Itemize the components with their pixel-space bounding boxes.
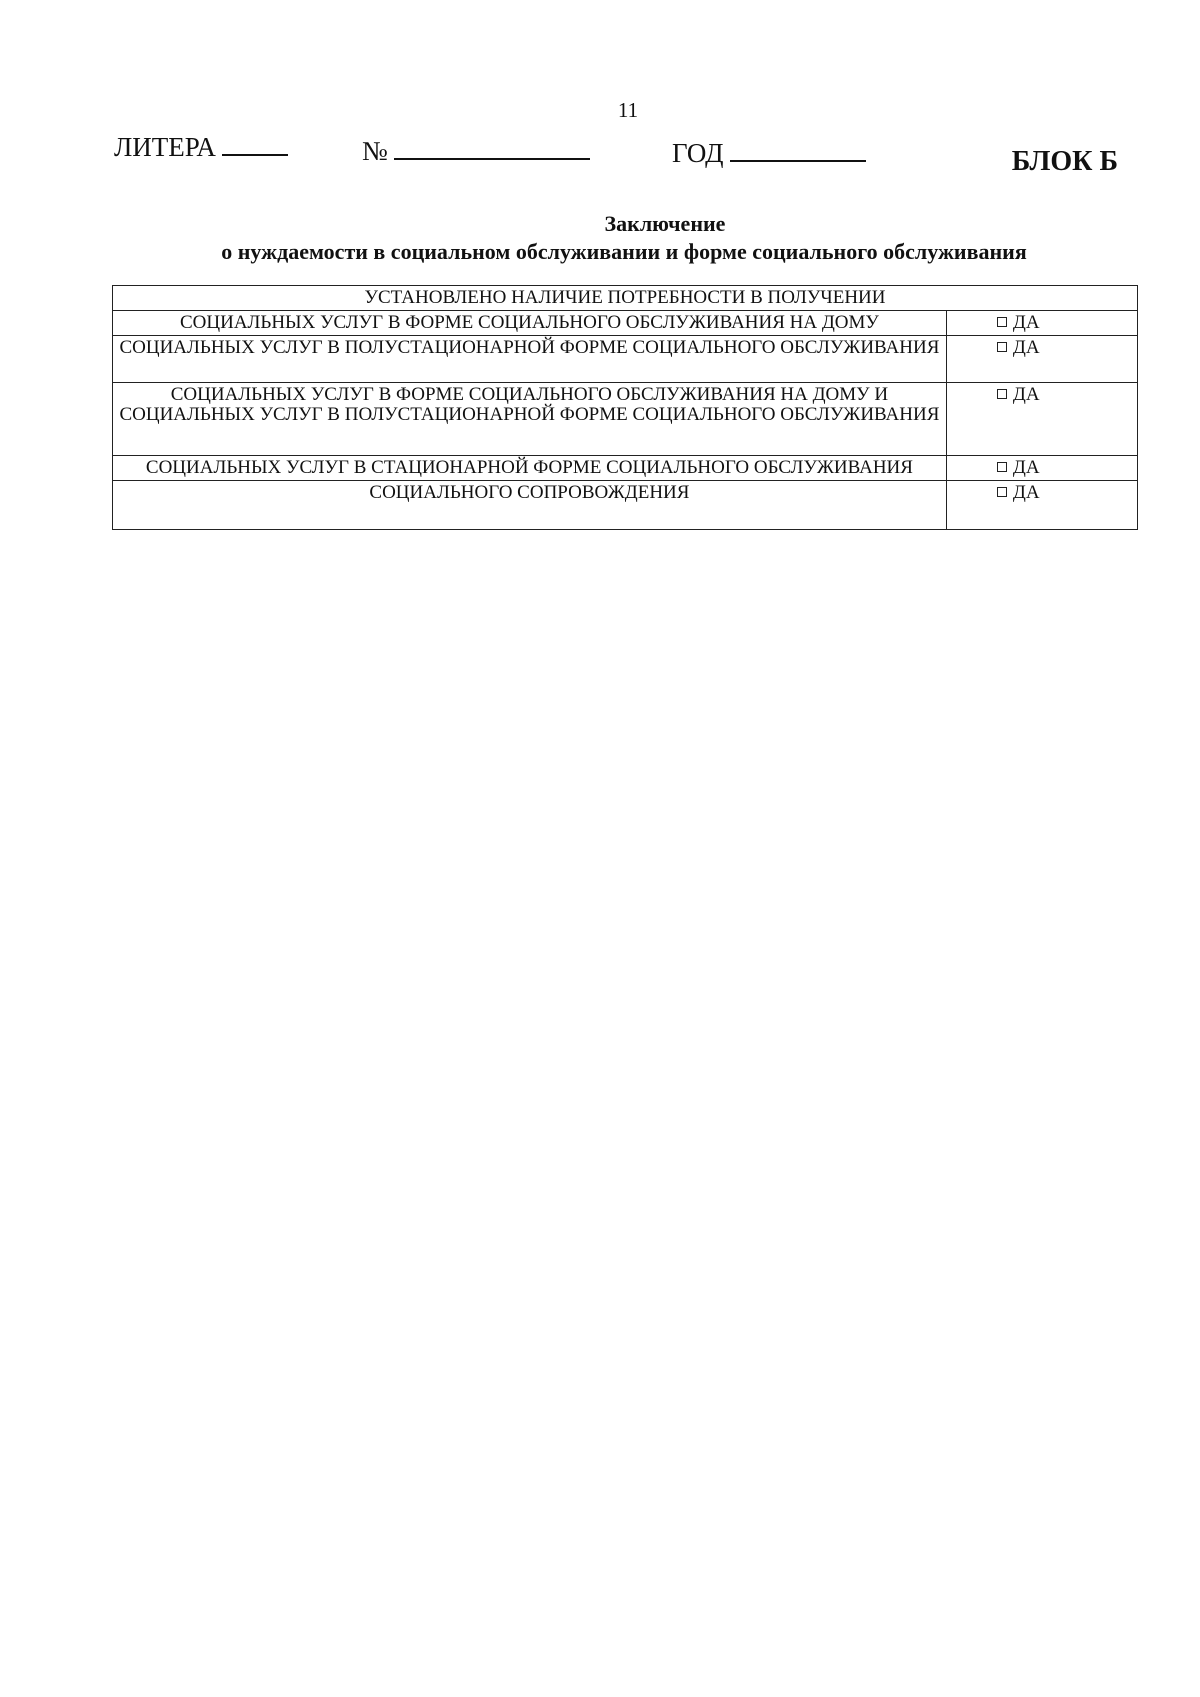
- table-row: [113, 336, 1138, 383]
- table-header: УСТАНОВЛЕНО НАЛИЧИЕ ПОТРЕБНОСТИ В ПОЛУЧЕНИИ: [113, 286, 1138, 311]
- service-cell: СОЦИАЛЬНЫХ УСЛУГ В ПОЛУСТАЦИОНАРНОЙ ФОРМЕ СОЦИАЛЬНОГО ОБСЛУЖИВАНИЯ: [113, 336, 947, 383]
- service-cell: СОЦИАЛЬНЫХ УСЛУГ В СТАЦИОНАРНОЙ ФОРМЕ СОЦИАЛЬНОГО ОБСЛУЖИВАНИЯ: [113, 456, 947, 481]
- table-row: [113, 456, 1138, 481]
- answer-cell[interactable]: [946, 481, 1137, 530]
- answer-cell[interactable]: [946, 383, 1137, 456]
- answer-label: ДА: [1012, 384, 1040, 405]
- checkbox-icon[interactable]: [997, 317, 1007, 327]
- litera-label: ЛИТЕРА: [114, 132, 216, 162]
- checkbox-icon[interactable]: [997, 462, 1007, 472]
- answer-label: ДА: [1012, 482, 1040, 503]
- checkbox-icon[interactable]: [997, 487, 1007, 497]
- service-cell: СОЦИАЛЬНЫХ УСЛУГ В ФОРМЕ СОЦИАЛЬНОГО ОБСЛУЖИВАНИЯ НА ДОМУ: [113, 311, 947, 336]
- answer-label: ДА: [1012, 457, 1040, 478]
- number-label: №: [362, 136, 388, 166]
- litera-field: [114, 132, 288, 163]
- table-row: [113, 311, 1138, 336]
- answer-label: ДА: [1012, 312, 1040, 333]
- litera-blank[interactable]: [222, 132, 288, 156]
- title-line-1: Заключение: [604, 211, 726, 236]
- table-header-row: [113, 286, 1138, 311]
- checkbox-icon[interactable]: [997, 342, 1007, 352]
- year-field: [672, 138, 866, 169]
- table-row: [113, 383, 1138, 456]
- service-cell: СОЦИАЛЬНОГО СОПРОВОЖДЕНИЯ: [113, 481, 947, 530]
- answer-cell[interactable]: [946, 311, 1137, 336]
- document-title: [0, 210, 1200, 266]
- needs-table: [112, 285, 1138, 530]
- table-row: [113, 481, 1138, 530]
- answer-cell[interactable]: [946, 336, 1137, 383]
- checkbox-icon[interactable]: [997, 389, 1007, 399]
- year-label: ГОД: [672, 138, 724, 168]
- service-cell: СОЦИАЛЬНЫХ УСЛУГ В ФОРМЕ СОЦИАЛЬНОГО ОБСЛУЖИВАНИЯ НА ДОМУ И СОЦИАЛЬНЫХ УСЛУГ В ПОЛУСТАЦИОНАРНОЙ ФОРМЕ СОЦИАЛЬНОГО ОБСЛУЖИВАНИЯ: [113, 383, 947, 456]
- year-blank[interactable]: [730, 138, 866, 162]
- answer-cell[interactable]: [946, 456, 1137, 481]
- title-line-2: о нуждаемости в социальном обслуживании и форме социального обслуживания: [221, 239, 1027, 264]
- block-label: БЛОК Б: [1011, 146, 1118, 177]
- number-field: [362, 136, 590, 167]
- number-blank[interactable]: [394, 136, 590, 160]
- answer-label: ДА: [1012, 337, 1040, 358]
- page-number: 11: [617, 98, 639, 122]
